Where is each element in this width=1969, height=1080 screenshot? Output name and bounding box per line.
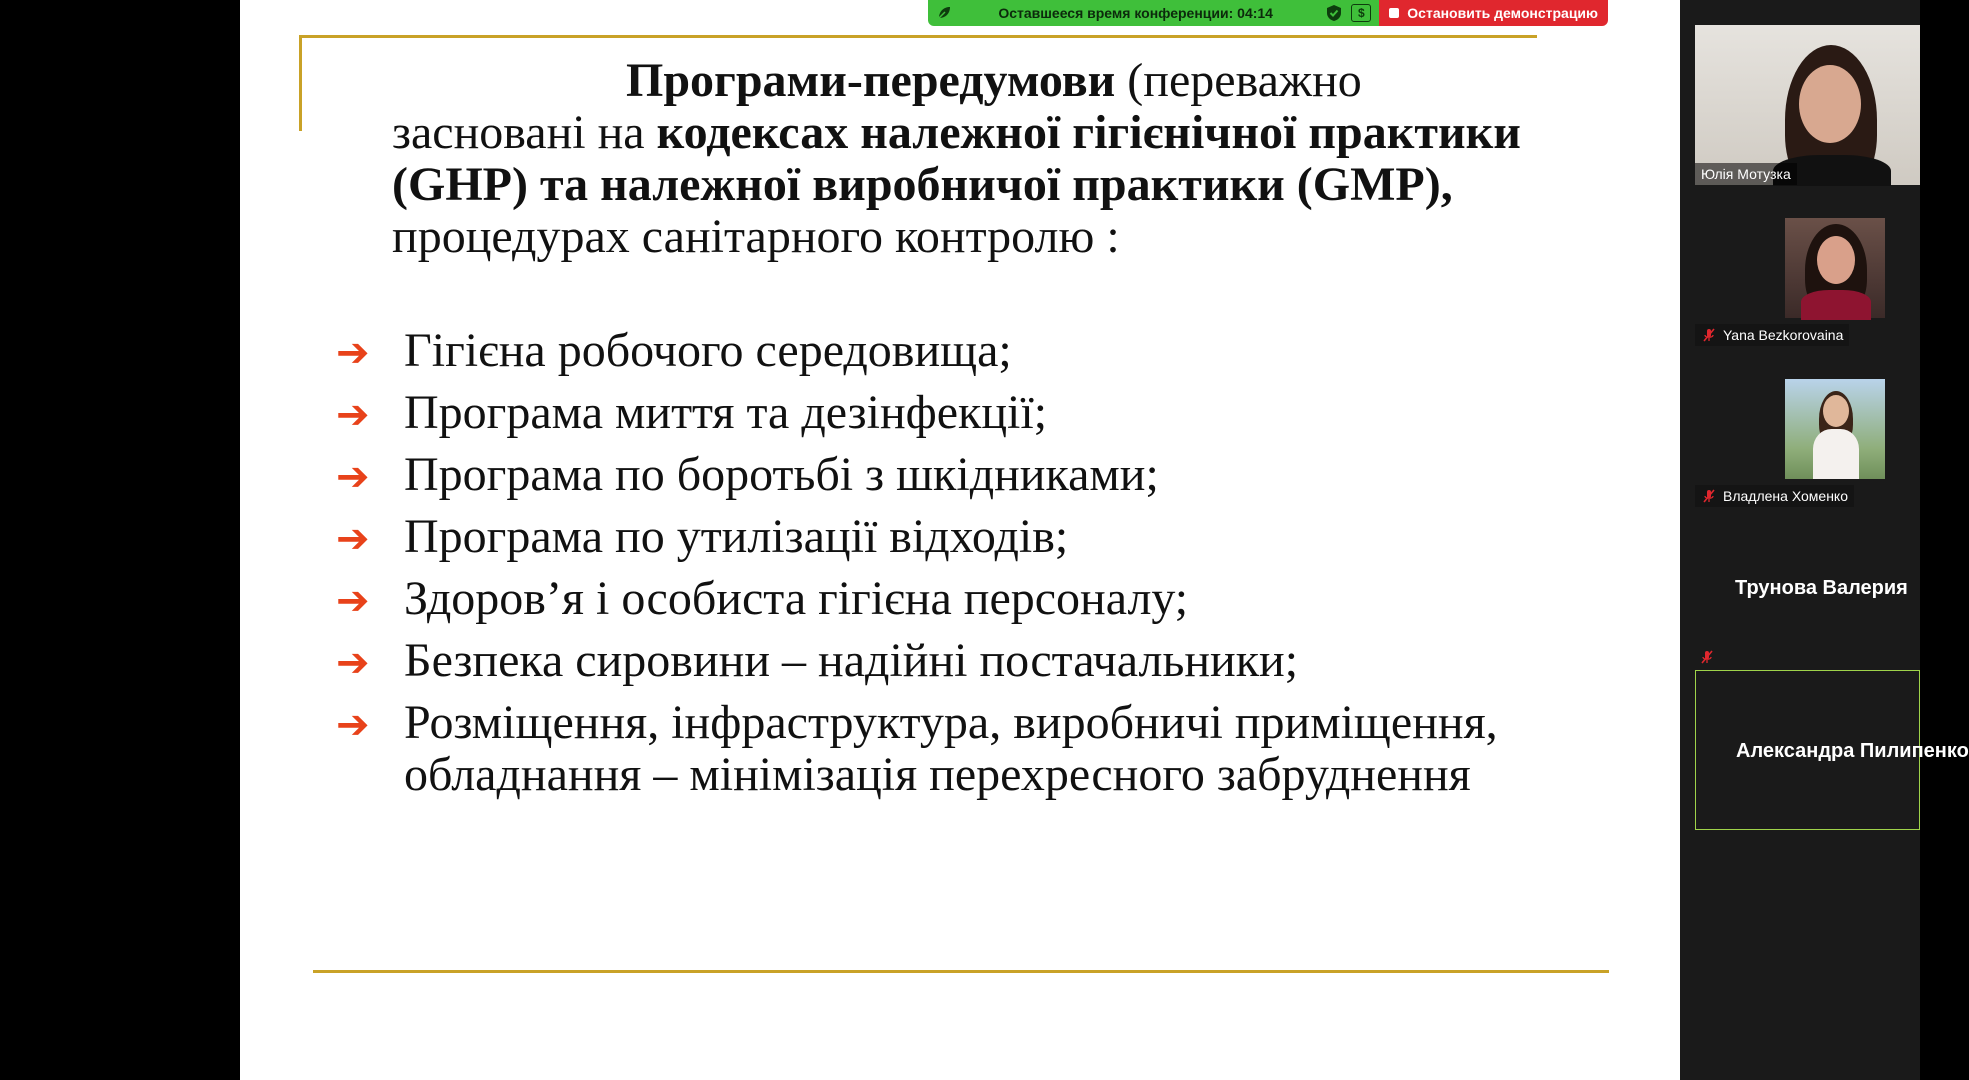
participant-video — [1695, 25, 1920, 185]
participant-name: Трунова Валерия — [1735, 576, 1908, 599]
arrow-bullet-icon: ➔ — [336, 578, 370, 624]
participants-panel — [1680, 0, 1969, 1080]
meeting-control-bar — [928, 0, 1608, 26]
participant-tile-active[interactable] — [1695, 670, 1969, 830]
participant-name-bar — [1695, 163, 1797, 185]
participant-name: Юлія Мотузка — [1701, 166, 1791, 182]
stop-icon — [1389, 8, 1399, 18]
mic-muted-icon — [1699, 649, 1715, 665]
participant-video — [1785, 379, 1885, 479]
participant-tile[interactable] — [1695, 25, 1920, 185]
bullet-text: Безпека сировини – надійні постачальники; — [404, 634, 1299, 687]
participant-name: Yana Bezkorovaina — [1723, 327, 1844, 343]
bullet-text: Здоров’я і особиста гігієна персоналу; — [404, 572, 1189, 625]
bullet-item — [336, 386, 1562, 439]
mic-muted-icon — [1701, 488, 1717, 504]
stop-share-label: Остановить демонстрацию — [1407, 5, 1598, 21]
slide-content — [336, 54, 1562, 811]
arrow-bullet-icon: ➔ — [336, 640, 370, 686]
shield-check-icon[interactable] — [1325, 4, 1343, 22]
bullet-text: Гігієна робочого середовища; — [404, 324, 1012, 377]
participant-name-bar — [1695, 646, 1727, 668]
bullet-text: Програма миття та дезінфекції; — [404, 386, 1048, 439]
arrow-bullet-icon: ➔ — [336, 454, 370, 500]
bullet-list — [336, 324, 1562, 801]
bullet-text: Розміщення, інфраструктура, виробничі приміщення, обладнання – мінімізація перехресного забруднення — [404, 696, 1498, 801]
bullet-item — [336, 634, 1562, 687]
slide-top-rule — [299, 35, 1537, 38]
participant-name: Александра Пилипенко — [1736, 739, 1969, 762]
bullet-text: Програма по утилізації відходів; — [404, 510, 1069, 563]
mic-muted-icon — [1701, 327, 1717, 343]
slide-left-rule — [299, 35, 302, 131]
meeting-timer-pill[interactable] — [928, 0, 1379, 26]
dollar-icon[interactable]: $ — [1351, 4, 1371, 22]
participant-tile[interactable] — [1695, 508, 1920, 668]
participant-name: Владлена Хоменко — [1723, 488, 1849, 504]
participant-tile[interactable] — [1695, 347, 1920, 507]
shared-slide — [240, 0, 1680, 1080]
participant-tile[interactable] — [1695, 186, 1920, 346]
arrow-bullet-icon: ➔ — [336, 330, 370, 376]
bullet-item — [336, 510, 1562, 563]
stop-share-button[interactable] — [1379, 0, 1608, 26]
arrow-bullet-icon: ➔ — [336, 702, 370, 748]
bullet-item — [336, 696, 1562, 801]
participant-name-display — [1695, 508, 1920, 668]
leaf-icon — [936, 5, 952, 21]
heading-bold-mid: кодексах належної гігієнічної практики (GHP) та належної виробничої практики (GMP), — [392, 106, 1521, 211]
bullet-item — [336, 448, 1562, 501]
heading-part2: процедурах санітарного контролю : — [392, 210, 1120, 263]
meeting-timer-text: Оставшееся время конференции: 04:14 — [998, 5, 1273, 21]
arrow-bullet-icon: ➔ — [336, 516, 370, 562]
heading-part1: (переважно засновані на — [392, 54, 1362, 159]
bullet-text: Програма по боротьбі з шкідниками; — [404, 448, 1159, 501]
slide-bottom-rule — [313, 970, 1609, 973]
slide-heading — [392, 55, 1562, 263]
bullet-item — [336, 324, 1562, 377]
bullet-item — [336, 572, 1562, 625]
participant-name-display — [1696, 671, 1969, 831]
participant-name-bar — [1695, 324, 1849, 346]
participant-video — [1785, 218, 1885, 318]
participant-name-bar — [1695, 485, 1854, 507]
heading-bold-lead: Програми-передумови — [626, 54, 1116, 107]
arrow-bullet-icon: ➔ — [336, 392, 370, 438]
